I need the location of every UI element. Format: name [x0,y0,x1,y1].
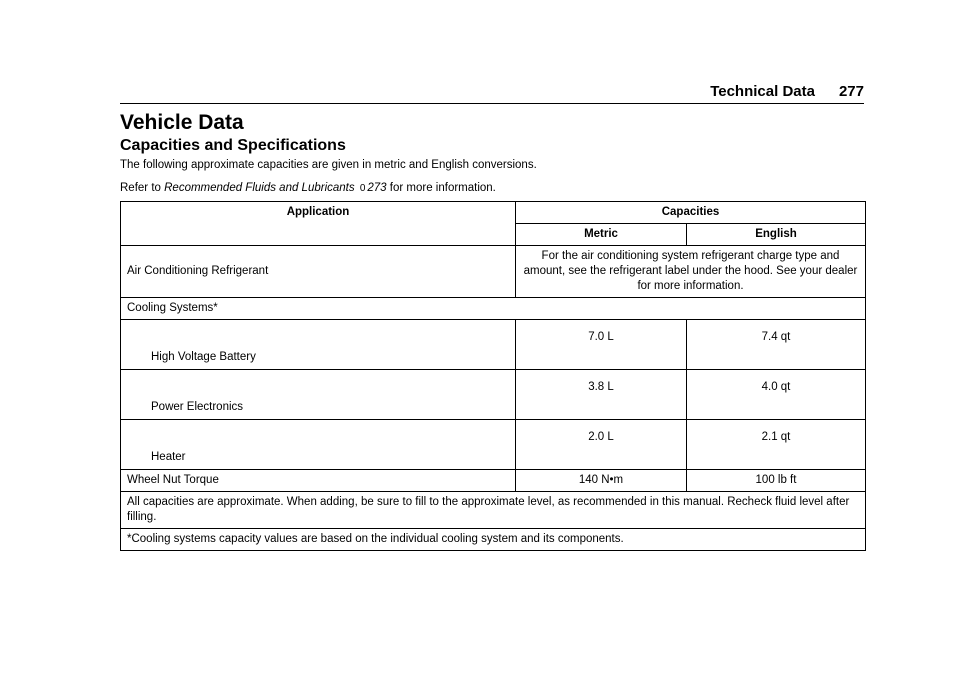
page-number: 277 [838,83,864,100]
intro-text: The following approximate capacities are given in metric and English conversions. [120,159,537,171]
table-row [121,420,866,470]
table-row [121,320,866,370]
table-row [121,370,866,420]
page-ref-number[interactable]: 273 [367,182,387,194]
table-row-ac [121,246,866,298]
ac-note: For the air conditioning system refrigerant charge type and amount, see the refrigerant label under the hood. See your dealer for more information. [516,246,866,298]
header-capacities: Capacities [516,202,866,224]
page-ref-arrow-icon: 0 [359,183,366,194]
page-title: Vehicle Data [120,111,244,134]
refer-text [120,180,496,197]
header-metric: Metric [516,224,687,246]
page-header [120,82,864,102]
footnote-cooling: *Cooling systems capacity values are based on the individual cooling system and its components. [121,529,866,551]
ac-label: Air Conditioning Refrigerant [121,246,516,298]
capacities-table [120,201,866,551]
table-header-row [121,202,866,224]
table-row-footnote [121,492,866,529]
cooling-item-label: High Voltage Battery [121,320,516,370]
section-title: Technical Data [710,83,815,100]
cooling-label: Cooling Systems* [121,298,866,320]
torque-english: 100 lb ft [687,470,866,492]
refer-prefix: Refer to [120,182,161,194]
header-rule [120,103,864,104]
recommended-fluids-link[interactable]: Recommended Fluids and Lubricants [164,182,355,194]
english-value: 2.1 qt [687,420,866,470]
torque-label: Wheel Nut Torque [121,470,516,492]
metric-value: 2.0 L [516,420,687,470]
header-english: English [687,224,866,246]
english-value: 7.4 qt [687,320,866,370]
footnote-approximate: All capacities are approximate. When adding, be sure to fill to the approximate level, as recommended in this manual. Recheck fluid level after filling. [121,492,866,529]
header-application: Application [121,202,516,246]
english-value: 4.0 qt [687,370,866,420]
torque-metric: 140 N•m [516,470,687,492]
table-row-torque [121,470,866,492]
table-row-cooling [121,298,866,320]
refer-suffix: for more information. [389,182,496,194]
metric-value: 7.0 L [516,320,687,370]
table-row-footnote [121,529,866,551]
metric-value: 3.8 L [516,370,687,420]
cooling-item-label: Heater [121,420,516,470]
cooling-item-label: Power Electronics [121,370,516,420]
section-heading: Capacities and Specifications [120,137,346,154]
